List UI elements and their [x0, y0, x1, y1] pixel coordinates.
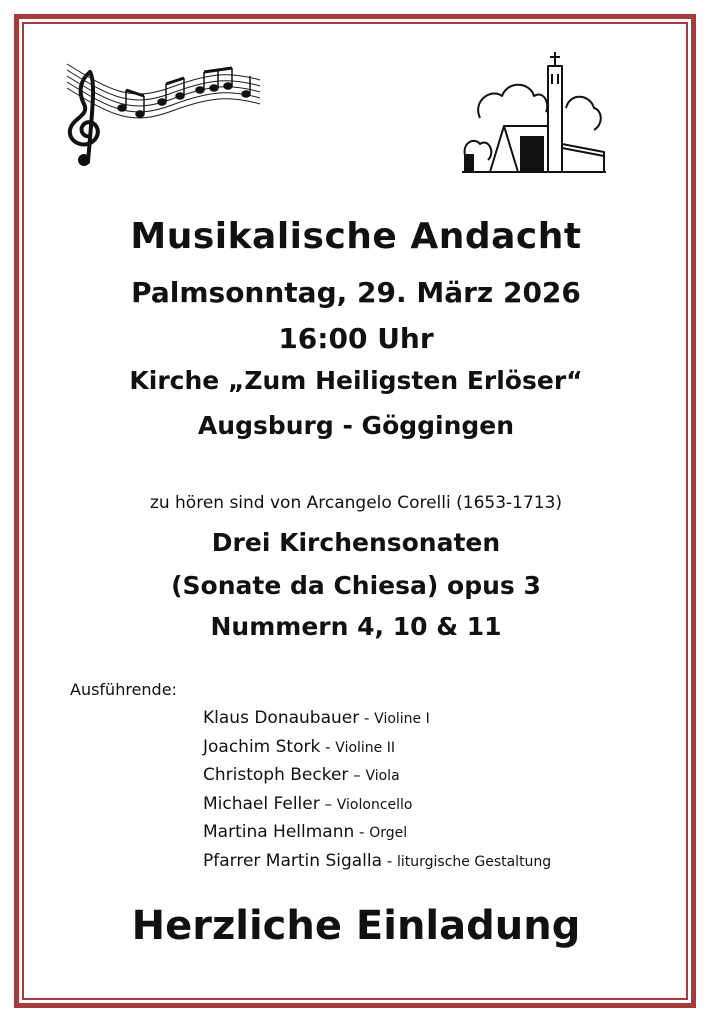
performers-list	[203, 706, 551, 877]
performer-name: Christoph Becker	[203, 765, 349, 785]
performer-item	[203, 849, 551, 878]
event-time: 16:00 Uhr	[278, 322, 434, 355]
program-works-line-2: (Sonate da Chiesa) opus 3	[171, 571, 541, 600]
performer-name: Klaus Donaubauer	[203, 708, 360, 728]
performer-separator: -	[382, 851, 397, 870]
program-works-line-3: Nummern 4, 10 & 11	[210, 612, 502, 641]
event-title: Musikalische Andacht	[130, 216, 582, 257]
performer-separator: –	[348, 766, 366, 784]
event-date: Palmsonntag, 29. März 2026	[131, 276, 581, 309]
performer-separator: -	[320, 737, 336, 756]
performer-item	[203, 706, 551, 735]
performers-heading: Ausführende:	[70, 680, 177, 699]
performer-item	[203, 820, 551, 849]
event-city: Augsburg - Göggingen	[197, 411, 515, 440]
performer-role: Orgel	[369, 825, 408, 841]
program-intro: zu hören sind von Arcangelo Corelli (1653-1713)	[149, 493, 563, 513]
closing-invitation: Herzliche Einladung	[131, 903, 581, 949]
event-church: Kirche „Zum Heiligsten Erlöser“	[129, 366, 583, 395]
performer-name: Pfarrer Martin Sigalla	[203, 850, 383, 871]
performer-separator: –	[319, 794, 337, 813]
performer-role: Viola	[365, 768, 400, 784]
performer-name: Martina Hellmann	[203, 822, 355, 842]
performer-name: Joachim Stork	[203, 736, 321, 757]
church-illustration	[458, 48, 608, 178]
performer-item	[203, 792, 551, 821]
performer-item	[203, 763, 551, 792]
music-notes-illustration	[62, 52, 262, 167]
performer-name: Michael Feller	[203, 793, 320, 814]
performer-separator: -	[354, 823, 370, 841]
performer-role: liturgische Gestaltung	[397, 853, 552, 870]
program-works-line-1: Drei Kirchensonaten	[211, 528, 501, 557]
performer-separator: -	[359, 709, 375, 727]
performer-role: Violoncello	[336, 796, 413, 813]
performer-role: Violine I	[374, 711, 430, 727]
performer-role: Violine II	[335, 739, 395, 756]
performer-item	[203, 735, 551, 764]
